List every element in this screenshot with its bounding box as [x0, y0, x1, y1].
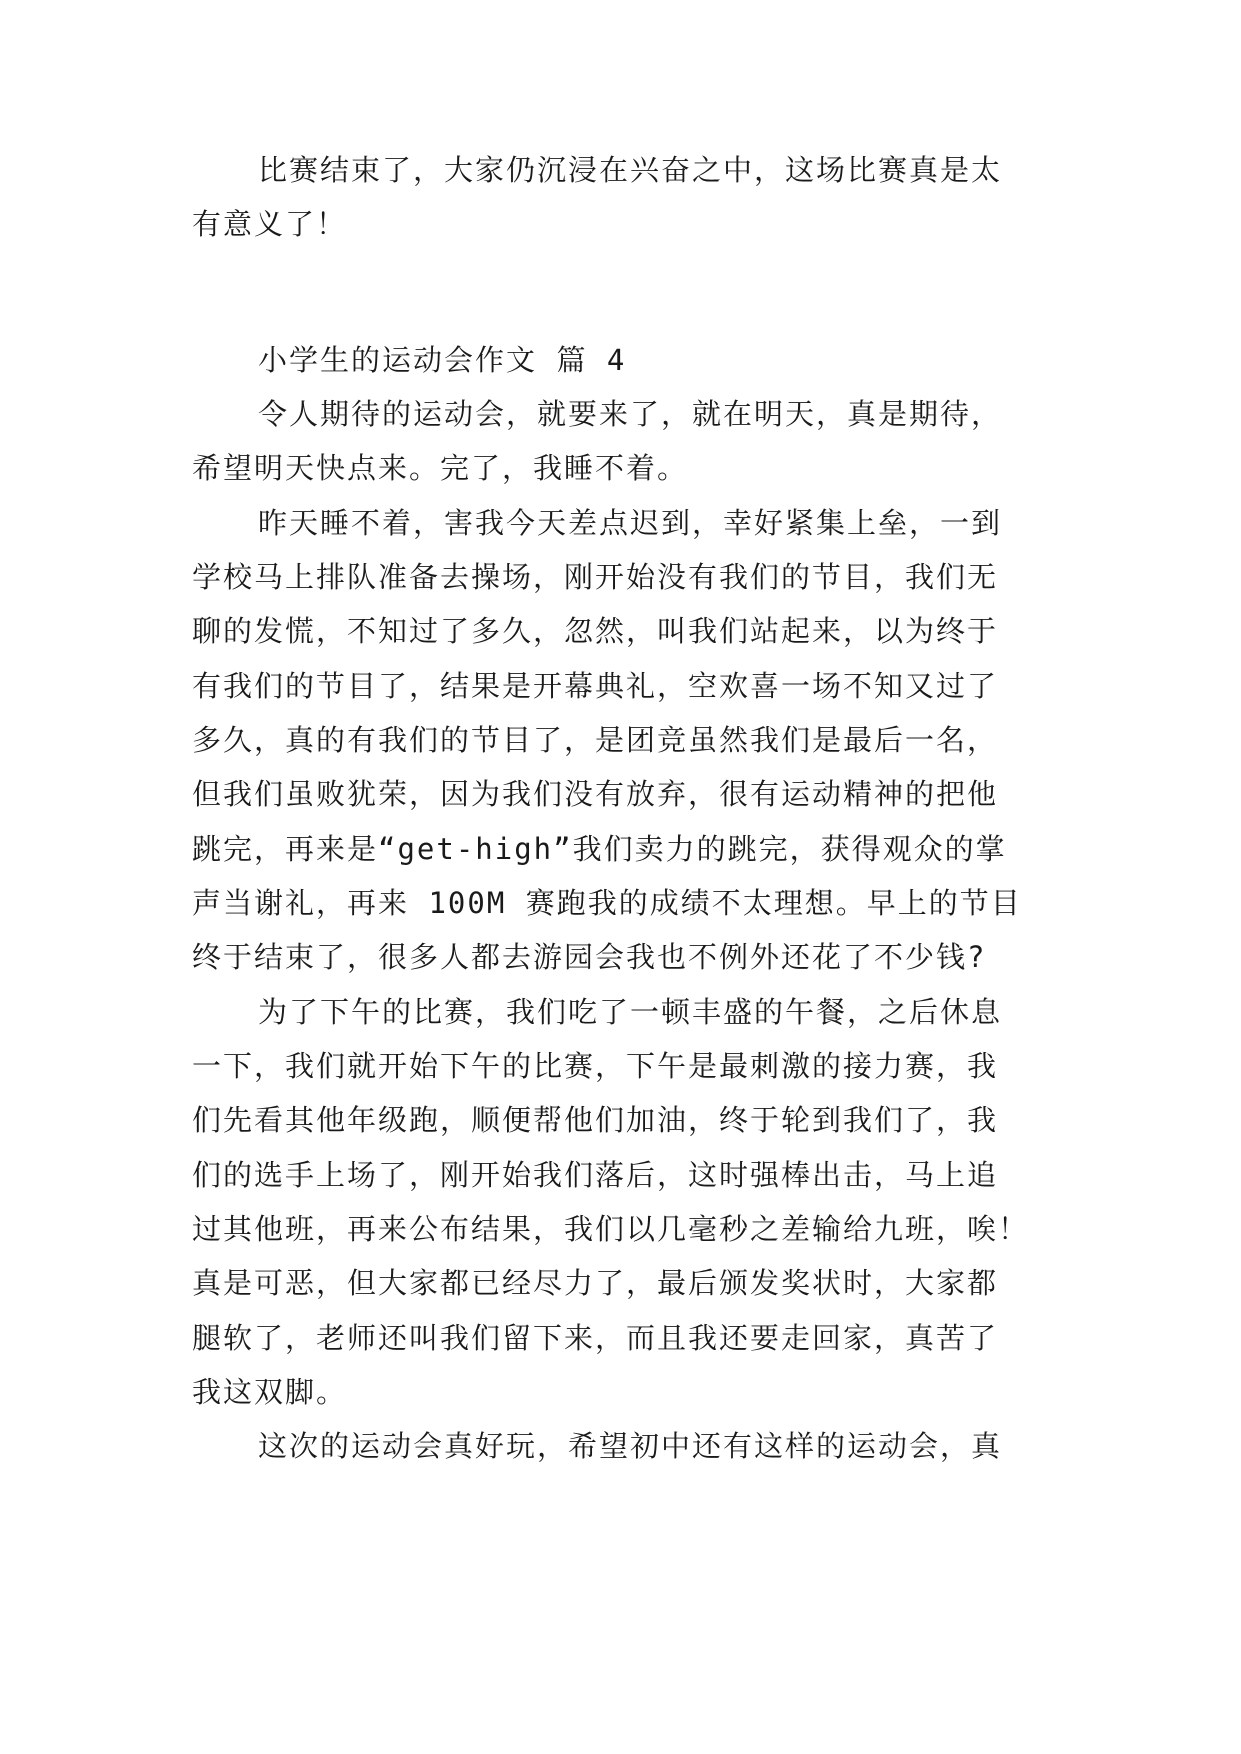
text-line: 终于结束了，很多人都去游园会我也不例外还花了不少钱?	[192, 940, 987, 974]
section-heading: 小学生的运动会作文 篇 4	[258, 343, 627, 377]
text-line: 昨天睡不着，害我今天差点迟到，幸好紧集上垒，一到	[258, 506, 1003, 540]
text-line: 一下，我们就开始下午的比赛，下午是最刺激的接力赛，我	[192, 1049, 999, 1083]
text-line: 有意义了！	[192, 207, 348, 241]
text-line: 腿软了，老师还叫我们留下来，而且我还要走回家，真苦了	[192, 1321, 999, 1355]
text-line: 过其他班，再来公布结果，我们以几毫秒之差输给九班，唉！	[192, 1212, 1030, 1246]
text-line: 声当谢礼，再来 100M 赛跑我的成绩不太理想。早上的节目	[192, 886, 1022, 920]
text-line: 为了下午的比赛，我们吃了一顿丰盛的午餐，之后休息	[258, 995, 1003, 1029]
text-line: 比赛结束了，大家仍沉浸在兴奋之中，这场比赛真是太	[258, 153, 1003, 187]
text-line: 们先看其他年级跑，顺便帮他们加油，终于轮到我们了，我	[192, 1103, 999, 1137]
text-line: 聊的发慌，不知过了多久，忽然，叫我们站起来，以为终于	[192, 614, 999, 648]
text-line: 令人期待的运动会，就要来了，就在明天，真是期待，	[258, 397, 1003, 431]
text-line: 但我们虽败犹荣，因为我们没有放弃，很有运动精神的把他	[192, 777, 999, 811]
text-line: 有我们的节目了，结果是开幕典礼，空欢喜一场不知又过了	[192, 669, 999, 703]
text-line: 我这双脚。	[192, 1375, 348, 1409]
text-line: 跳完，再来是“get-high”我们卖力的跳完，获得观众的掌	[192, 832, 1007, 866]
text-line: 希望明天快点来。完了，我睡不着。	[192, 451, 689, 485]
text-line: 真是可恶，但大家都已经尽力了，最后颁发奖状时，大家都	[192, 1266, 999, 1300]
text-line: 们的选手上场了，刚开始我们落后，这时强棒出击，马上追	[192, 1158, 999, 1192]
text-line: 学校马上排队准备去操场，刚开始没有我们的节目，我们无	[192, 560, 999, 594]
text-line: 多久，真的有我们的节目了，是团竞虽然我们是最后一名，	[192, 723, 999, 757]
text-line: 这次的运动会真好玩，希望初中还有这样的运动会，真	[258, 1429, 1003, 1463]
